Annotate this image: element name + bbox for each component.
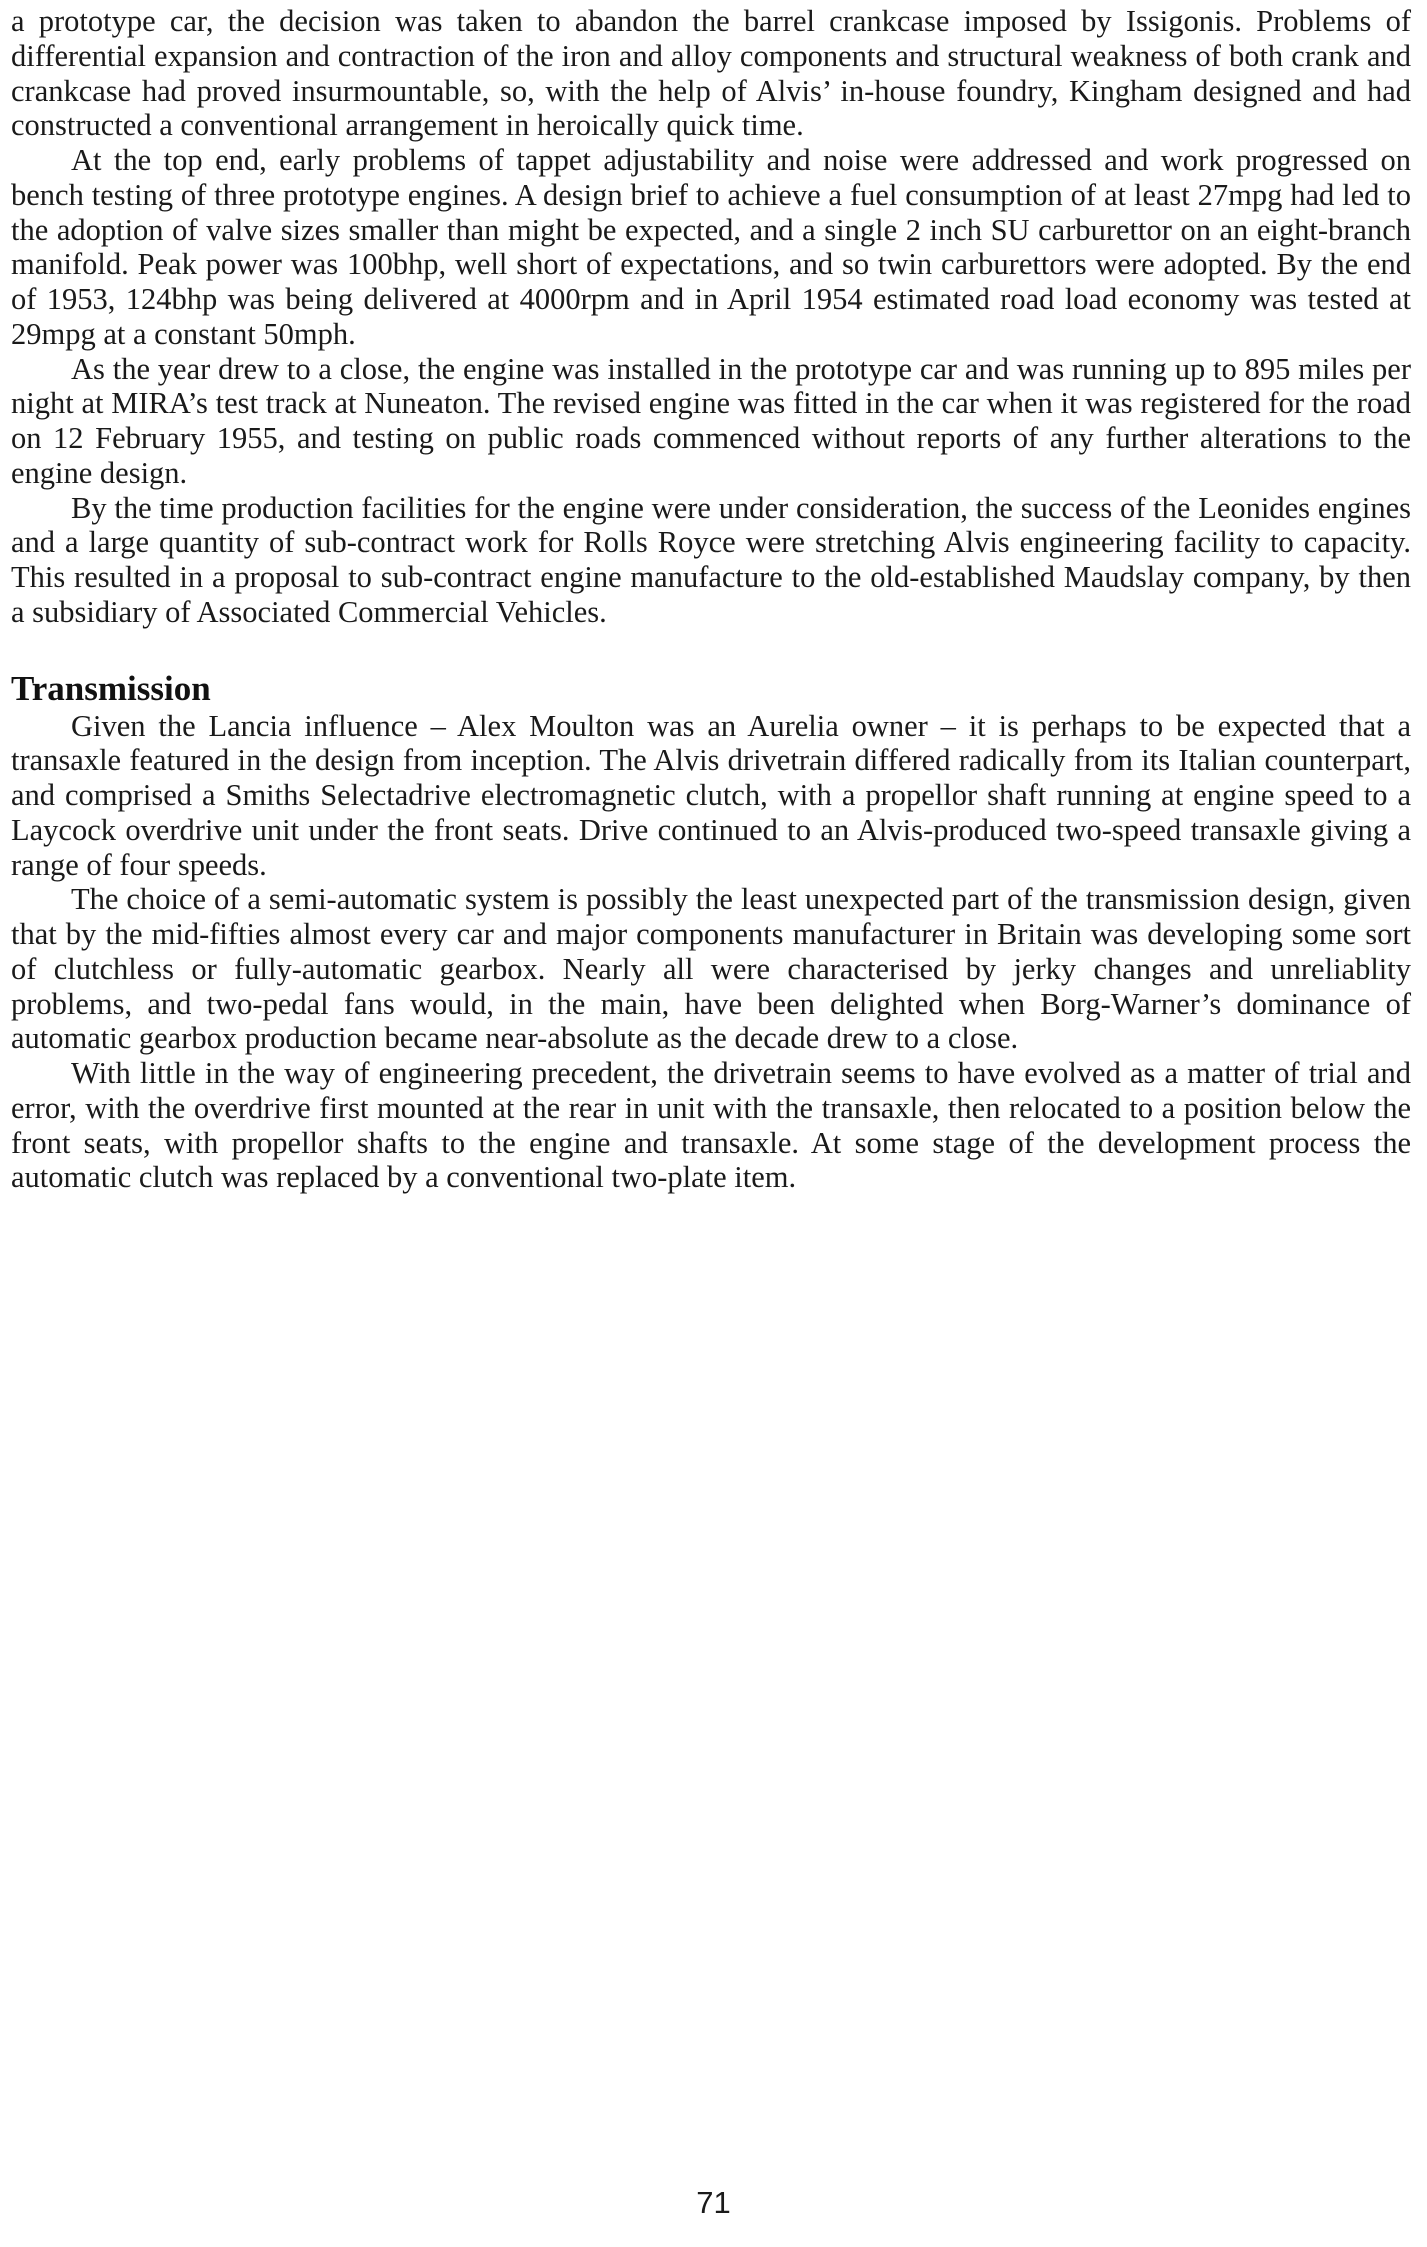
- paragraph: Given the Lancia influence – Alex Moulton was an Aurelia owner – it is perhaps to be expected that a transaxle featured in the design from inception. The Alvis drivetrain differed radically from its Italian counterpart, and comprised a Smiths Selectadrive electromagnetic clutch, with a propellor shaft running at engine speed to a Laycock overdrive unit under the front seats. Drive continued to an Alvis-produced two-speed transaxle giving a range of four speeds.: [11, 708, 1411, 882]
- paragraph: With little in the way of engineering precedent, the drivetrain seems to have evolved as a matter of trial and error, with the overdrive first mounted at the rear in unit with the transaxle, then relocated to a position below the front seats, with propellor shafts to the engine and transaxle. At some stage of the development process the automatic clutch was replaced by a conventional two-plate item.: [11, 1056, 1411, 1195]
- paragraph: As the year drew to a close, the engine was installed in the prototype car and was running up to 895 miles per night at MIRA’s test track at Nuneaton. The revised engine was fitted in the car when it was registered for the road on 12 February 1955, and testing on public roads commenced without reports of any further alterations to the engine design.: [11, 351, 1411, 490]
- paragraph: At the top end, early problems of tappet adjustability and noise were addressed and work progressed on bench testing of three prototype engines. A design brief to achieve a fuel consumption of at least 27mpg had led to the adoption of valve sizes smaller than might be expected, and a single 2 inch SU carburettor on an eight-branch manifold. Peak power was 100bhp, well short of expectations, and so twin carburettors were adopted. By the end of 1953, 124bhp was being delivered at 4000rpm and in April 1954 estimated road load economy was tested at 29mpg at a constant 50mph.: [11, 143, 1411, 351]
- section-heading: Transmission: [11, 668, 211, 708]
- section-spacer: [11, 630, 1411, 667]
- section-engine-continued: [11, 4, 1411, 630]
- paragraph: The choice of a semi-automatic system is possibly the least unexpected part of the transmission design, given that by the mid-fifties almost every car and major components manufacturer in Britain was developing some sort of clutchless or fully-automatic gearbox. Nearly all were characterised by jerky changes and unreliablity problems, and two-pedal fans would, in the main, have been delighted when Borg-Warner’s dominance of automatic gearbox production became near-absolute as the decade drew to a close.: [11, 882, 1411, 1056]
- paragraph-continued: a prototype car, the decision was taken to abandon the barrel crankcase imposed by Issigonis. Problems of differential expansion and contraction of the iron and alloy components and structural weakness of both crank and crankcase had proved insurmountable, so, with the help of Alvis’ in-house foundry, Kingham designed and had constructed a conventional arrangement in heroically quick time.: [11, 4, 1411, 143]
- document-page: [11, 4, 1411, 1195]
- page-number: 71: [696, 2185, 731, 2220]
- paragraph: By the time production facilities for the engine were under consideration, the success of the Leonides engines and a large quantity of sub-contract work for Rolls Royce were stretching Alvis engineering facility to capacity. This resulted in a proposal to sub-contract engine manufacture to the old-established Maudslay company, by then a subsidiary of Associated Commercial Vehicles.: [11, 490, 1411, 629]
- section-transmission: [11, 667, 1411, 1196]
